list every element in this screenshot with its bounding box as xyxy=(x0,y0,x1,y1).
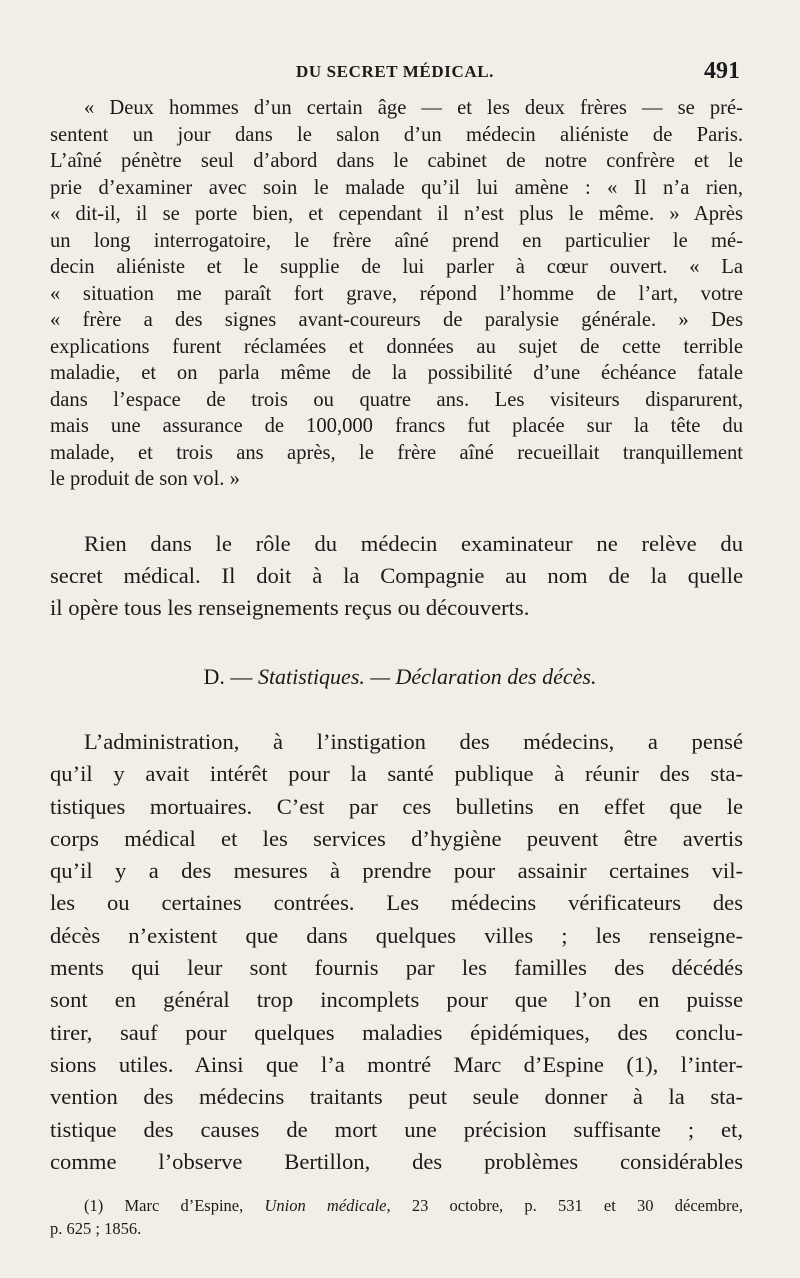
text-line: ments qui leur sont fournis par les familles des décédés xyxy=(50,955,743,981)
text-line: un long interrogatoire, le frère aîné prend en particulier le mé- xyxy=(50,229,743,252)
text-line: Rien dans le rôle du médecin examinateur ne relève du xyxy=(84,531,743,556)
text-line: qu’il y a des mesures à prendre pour assainir certaines vil- xyxy=(50,858,743,884)
text-line: corps médical et les services d’hygiène peuvent être avertis xyxy=(50,825,743,851)
text-line: tirer, sauf pour quelques maladies épidémiques, des conclu- xyxy=(50,1019,743,1045)
text-line: qu’il y avait intérêt pour la santé publique à réunir des sta- xyxy=(50,761,743,787)
text-line: « dit-il, il se porte bien, et cependant il n’est plus le même. » Après xyxy=(50,203,743,225)
text-line: L’administration, à l’instigation des médecins, a pensé xyxy=(84,729,743,754)
footnote-rest: , 23 octobre, p. 531 et 30 décembre, xyxy=(386,1196,743,1215)
text-line: dans l’espace de trois ou quatre ans. Les visiteurs disparurent, xyxy=(50,388,743,411)
text-line: decin aliéniste et le supplie de lui parler à cœur ouvert. « La xyxy=(50,256,743,278)
text-line: malade, et trois ans après, le frère aîné recueillait tranquillement xyxy=(50,441,743,464)
footnote xyxy=(50,1194,743,1240)
footnote-journal: Union médicale xyxy=(264,1196,387,1215)
text-line: L’aîné pénètre seul d’abord dans le cabinet de notre confrère et le xyxy=(50,150,743,172)
text-line: « Deux hommes d’un certain âge — et les deux frères — se pré- xyxy=(84,97,743,119)
text-line: comme l’observe Bertillon, des problèmes considérables xyxy=(50,1148,743,1174)
section-letter: D. — xyxy=(203,664,253,689)
quoted-anecdote xyxy=(50,95,743,493)
text-line: décès n’existent que dans quelques villes ; les renseigne- xyxy=(50,922,743,948)
text-line: le produit de son vol. » xyxy=(50,468,240,490)
text-line: tistique des causes de mort une précision suffisante ; et, xyxy=(50,1116,743,1142)
text-line: sont en général trop incomplets pour que l’on en puisse xyxy=(50,987,743,1013)
text-line: secret médical. Il doit à la Compagnie au nom de la quelle xyxy=(50,563,743,588)
text-line: il opère tous les renseignements reçus ou découverts. xyxy=(50,595,530,620)
section-heading xyxy=(0,664,800,690)
text-line: « frère a des signes avant-coureurs de paralysie générale. » Des xyxy=(50,309,743,331)
paragraph-statistics xyxy=(50,726,743,1178)
page-number: 491 xyxy=(704,58,740,84)
text-line: vention des médecins traitants peut seule donner à la sta- xyxy=(50,1084,743,1110)
text-line: sions utiles. Ainsi que l’a montré Marc d’Espine (1), l’inter- xyxy=(50,1051,743,1077)
text-line: tistiques mortuaires. C’est par ces bulletins en effet que le xyxy=(50,793,743,819)
text-line: prie d’examiner avec soin le malade qu’il lui amène : « Il n’a rien, xyxy=(50,176,743,199)
text-line: sentent un jour dans le salon d’un médecin aliéniste de Paris. xyxy=(50,123,743,146)
text-line: les ou certaines contrées. Les médecins vérificateurs des xyxy=(50,890,743,916)
footnote-line xyxy=(50,1194,743,1217)
running-header xyxy=(50,58,740,94)
text-line: « situation me paraît fort grave, répond l’homme de l’art, votre xyxy=(50,282,743,305)
text-line: mais une assurance de 100,000 francs fut placée sur la tête du xyxy=(50,415,743,437)
footnote-prefix: (1) Marc d’Espine, xyxy=(84,1196,265,1215)
text-line: explications furent réclamées et données au sujet de cette terrible xyxy=(50,335,743,358)
footnote-line-2: p. 625 ; 1856. xyxy=(50,1219,142,1238)
section-title: Statistiques. — Déclaration des décès. xyxy=(257,664,597,689)
paragraph-examiner xyxy=(50,528,743,624)
text-line: maladie, et on parla même de la possibilité d’une échéance fatale xyxy=(50,362,743,384)
running-title: DU SECRET MÉDICAL. xyxy=(296,62,494,81)
